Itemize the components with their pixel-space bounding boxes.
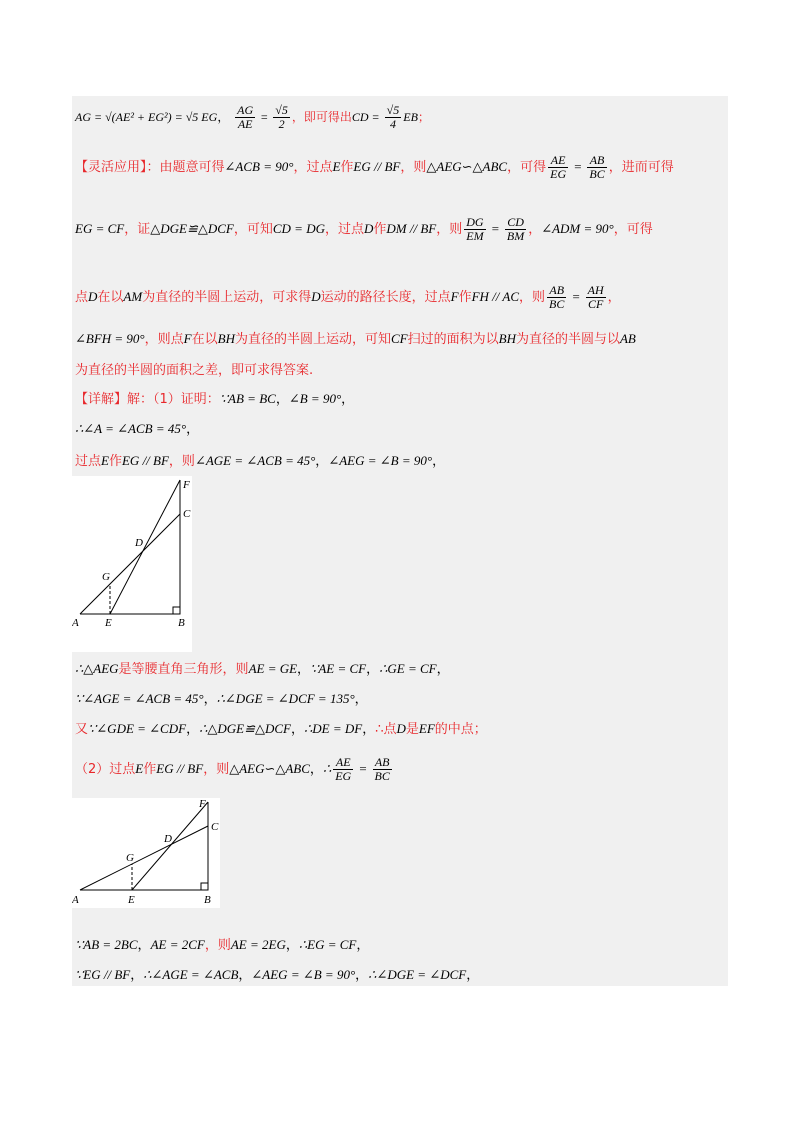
equals: = xyxy=(568,289,584,304)
figure-background xyxy=(80,480,180,614)
label-c: C xyxy=(183,508,191,520)
equals: = xyxy=(570,159,586,174)
point-label: F xyxy=(183,331,192,346)
label-d: D xyxy=(164,833,172,845)
punct: ， xyxy=(186,722,200,737)
formula: ∴△AEG xyxy=(75,661,119,676)
text-line-4 xyxy=(75,284,735,311)
text-segment: ，则点 xyxy=(144,332,184,347)
frac-num: AB xyxy=(587,154,606,168)
punct: ， xyxy=(354,692,368,707)
point-label: D xyxy=(363,221,374,236)
frac-num: AG xyxy=(237,103,254,117)
geometry-figure-1 xyxy=(72,476,194,628)
label-g: G xyxy=(102,571,110,583)
content-panel-fig2-right xyxy=(220,798,728,910)
fraction xyxy=(505,216,526,243)
punct: ； xyxy=(417,110,430,124)
formula-eb: EB xyxy=(403,110,418,124)
text-line-10 xyxy=(75,660,735,679)
content-panel-fig1-right xyxy=(192,476,728,656)
punct: ， xyxy=(238,968,252,983)
text-segment: 运动的路径长度，过点 xyxy=(320,290,451,305)
formula: △AEG∽△ABC xyxy=(229,761,310,776)
formula: ∴DE = DF xyxy=(303,721,363,736)
formula: CD = DG xyxy=(272,221,325,236)
equals: = xyxy=(487,221,503,236)
formula: FH // AC xyxy=(471,289,520,304)
geometry-figure-2 xyxy=(72,798,222,908)
text-segment: 作 xyxy=(340,160,354,175)
formula: △DGE≌△DCF xyxy=(150,221,234,236)
text-line-3 xyxy=(75,216,735,243)
text-line-14 xyxy=(75,936,735,955)
frac-num: CD xyxy=(505,216,526,230)
punct: ， xyxy=(607,290,621,305)
punct: ， xyxy=(203,692,217,707)
label-e: E xyxy=(105,617,112,628)
frac-den: CF xyxy=(588,297,604,311)
formula: ∵∠AGE = ∠ACB = 45° xyxy=(75,691,204,706)
text-segment: ，过点 xyxy=(324,222,364,237)
punct: ， xyxy=(356,938,370,953)
text-line-5 xyxy=(75,330,735,349)
formula: CF xyxy=(390,331,408,346)
point-label: D xyxy=(311,289,321,304)
punct: ， xyxy=(362,722,376,737)
formula: △AEG∽△ABC xyxy=(426,159,508,174)
label-b: B xyxy=(204,894,211,906)
text-line-1 xyxy=(75,104,735,131)
formula: AE = 2EG xyxy=(230,937,286,952)
text-segment: ，则 xyxy=(203,762,230,777)
text-segment: ，可得 xyxy=(613,222,653,237)
label-d: D xyxy=(135,537,143,549)
formula: ∠ACB = 90° xyxy=(224,159,294,174)
text-segment: 过点 xyxy=(75,454,102,469)
text-segment: 为直径的半圆上运动，可求得 xyxy=(142,290,312,305)
label-g: G xyxy=(126,852,134,864)
fraction-sqrt5-2 xyxy=(273,104,290,131)
formula: ∴EG = CF xyxy=(298,937,357,952)
formula: DM // BF xyxy=(386,221,437,236)
frac-num: √5 xyxy=(386,103,400,117)
fraction xyxy=(373,756,392,783)
point-label: F xyxy=(450,289,459,304)
formula: ∴GE = CF xyxy=(379,661,437,676)
text-line-12 xyxy=(75,720,735,739)
text-segment: 是等腰直角三角形，则 xyxy=(118,662,249,677)
formula: ∵∠GDE = ∠CDF xyxy=(88,721,187,736)
text-segment: ，可知 xyxy=(233,222,273,237)
formula: BH xyxy=(217,331,235,346)
formula: AE = GE xyxy=(248,661,298,676)
text-line-6 xyxy=(75,362,735,380)
text-line-13 xyxy=(75,756,735,783)
equals: = xyxy=(257,110,272,124)
formula: AM xyxy=(123,289,143,304)
text-segment: ∴点 xyxy=(375,722,397,737)
text-segment: 为直径的半圆的面积之差，即可求得答案. xyxy=(75,363,314,378)
formula: ∵AB = 2BC xyxy=(75,937,138,952)
fraction xyxy=(333,756,353,783)
text-segment: ，证 xyxy=(124,222,151,237)
text-segment: 又 xyxy=(75,722,89,737)
text-segment: ，过点 xyxy=(293,160,333,175)
text-segment: 扫过的面积为以 xyxy=(407,332,499,347)
frac-num: DG xyxy=(466,215,484,229)
formula: ∴∠AGE = ∠ACB xyxy=(143,967,239,982)
section-label-detailed-solution: 【详解】解：（1）证明： xyxy=(75,392,220,407)
formula: ∴△DGE≌△DCF xyxy=(199,721,291,736)
section-label-flexible-application: 【灵活应用】：由题意可得 xyxy=(75,160,225,175)
punct: ， xyxy=(341,392,355,407)
frac-den: BM xyxy=(506,229,525,243)
punct: ， xyxy=(309,762,323,777)
label-e: E xyxy=(128,894,135,906)
frac-num: AE xyxy=(333,756,353,770)
formula: ∠B = 90° xyxy=(288,391,342,406)
formula: EG // BF xyxy=(353,159,401,174)
text-line-2 xyxy=(75,154,735,181)
fraction xyxy=(464,216,485,243)
text-line-7 xyxy=(75,390,735,409)
frac-den: BC xyxy=(589,167,605,181)
punct: ， xyxy=(528,222,542,237)
text-segment: （2）过点 xyxy=(75,762,136,777)
formula: ∵AE = CF xyxy=(310,661,367,676)
text-segment: 为直径的半圆上运动，可知 xyxy=(234,332,391,347)
formula: EG // BF xyxy=(121,453,169,468)
punct: ， xyxy=(315,454,329,469)
formula: AB xyxy=(619,331,636,346)
label-f: F xyxy=(183,479,190,491)
formula: ∵EG // BF xyxy=(75,967,131,982)
formula: ∠BFH = 90° xyxy=(75,331,145,346)
punct: ， xyxy=(137,938,151,953)
text-segment: 作 xyxy=(143,762,157,777)
point-label: E xyxy=(101,453,109,468)
text-segment: ，即可得出 xyxy=(291,110,352,124)
formula: ∴∠A = ∠ACB = 45° xyxy=(75,421,187,436)
text-segment: ，则 xyxy=(400,160,427,175)
formula: ∠AEG = ∠B = 90° xyxy=(251,967,356,982)
text-segment: 作 xyxy=(458,290,472,305)
text-segment: ，则 xyxy=(168,454,195,469)
fraction xyxy=(587,154,606,181)
punct: ， xyxy=(290,722,304,737)
label-a: A xyxy=(72,617,79,628)
frac-den: EG xyxy=(335,769,352,783)
text-segment: 作 xyxy=(108,454,122,469)
formula: EG = CF xyxy=(75,221,125,236)
text-segment: ，可得 xyxy=(507,160,547,175)
text-segment: 在以 xyxy=(97,290,124,305)
fraction-sqrt5-4 xyxy=(385,104,402,131)
label-c: C xyxy=(211,821,219,833)
punct: ， xyxy=(436,662,450,677)
text-segment: ，则 xyxy=(519,290,546,305)
frac-den: AE xyxy=(237,117,253,131)
punct: ， xyxy=(130,968,144,983)
label-a: A xyxy=(72,894,79,906)
text-segment: 是 xyxy=(405,722,419,737)
formula: ∠AGE = ∠ACB = 45° xyxy=(194,453,316,468)
formula: ∴ xyxy=(322,761,332,776)
text-segment: ，则 xyxy=(436,222,463,237)
formula: EF xyxy=(418,721,435,736)
fraction xyxy=(586,284,606,311)
point-label: E xyxy=(332,159,341,174)
frac-den: 2 xyxy=(278,117,285,131)
formula-ag: AG = √(AE² + EG²) = √5 EG xyxy=(75,110,218,124)
fraction xyxy=(548,154,568,181)
frac-den: 4 xyxy=(389,117,396,131)
punct: ， xyxy=(285,938,299,953)
punct: ， xyxy=(186,422,200,437)
punct: ， xyxy=(466,968,480,983)
text-segment: ，则 xyxy=(204,938,231,953)
formula: AE = 2CF xyxy=(150,937,205,952)
text-line-9 xyxy=(75,452,735,471)
text-segment: ，进而可得 xyxy=(608,160,674,175)
formula: BH xyxy=(498,331,516,346)
text-segment: 为直径的半圆与以 xyxy=(515,332,620,347)
frac-num: AE xyxy=(548,154,568,168)
text-line-8 xyxy=(75,420,735,439)
point-label: E xyxy=(135,761,144,776)
fraction-ag-ae xyxy=(235,104,255,131)
punct: ， xyxy=(217,110,230,124)
frac-num: AH xyxy=(587,283,604,297)
text-line-15 xyxy=(75,966,735,985)
equals: = xyxy=(355,761,371,776)
frac-den: BC xyxy=(374,769,390,783)
text-segment: 作 xyxy=(373,222,387,237)
punct: ， xyxy=(366,662,380,677)
frac-num: AB xyxy=(547,284,566,298)
label-f: F xyxy=(199,798,206,810)
text-line-11 xyxy=(75,690,735,709)
formula: ∴∠DGE = ∠DCF xyxy=(368,967,467,982)
label-b: B xyxy=(178,617,185,628)
text-segment: 在以 xyxy=(191,332,218,347)
point-label: D xyxy=(396,721,406,736)
formula: ∠AEG = ∠B = 90° xyxy=(328,453,433,468)
punct: ， xyxy=(297,662,311,677)
frac-num: √5 xyxy=(275,103,288,117)
text-segment: 点 xyxy=(75,290,89,305)
formula: ∠ADM = 90° xyxy=(541,221,614,236)
point-label: D xyxy=(88,289,98,304)
punct: ， xyxy=(432,454,446,469)
text-segment: 的中点； xyxy=(434,722,487,737)
formula: ∵AB = BC xyxy=(219,391,276,406)
fraction xyxy=(547,284,566,311)
formula: EG // BF xyxy=(156,761,204,776)
frac-den: EM xyxy=(466,229,484,243)
punct: ， xyxy=(275,392,289,407)
formula: ∴∠DGE = ∠DCF = 135° xyxy=(216,691,355,706)
punct: ， xyxy=(355,968,369,983)
frac-den: EG xyxy=(550,167,567,181)
formula-cd: CD = xyxy=(351,110,383,124)
frac-den: BC xyxy=(549,297,565,311)
frac-num: AB xyxy=(373,756,392,770)
